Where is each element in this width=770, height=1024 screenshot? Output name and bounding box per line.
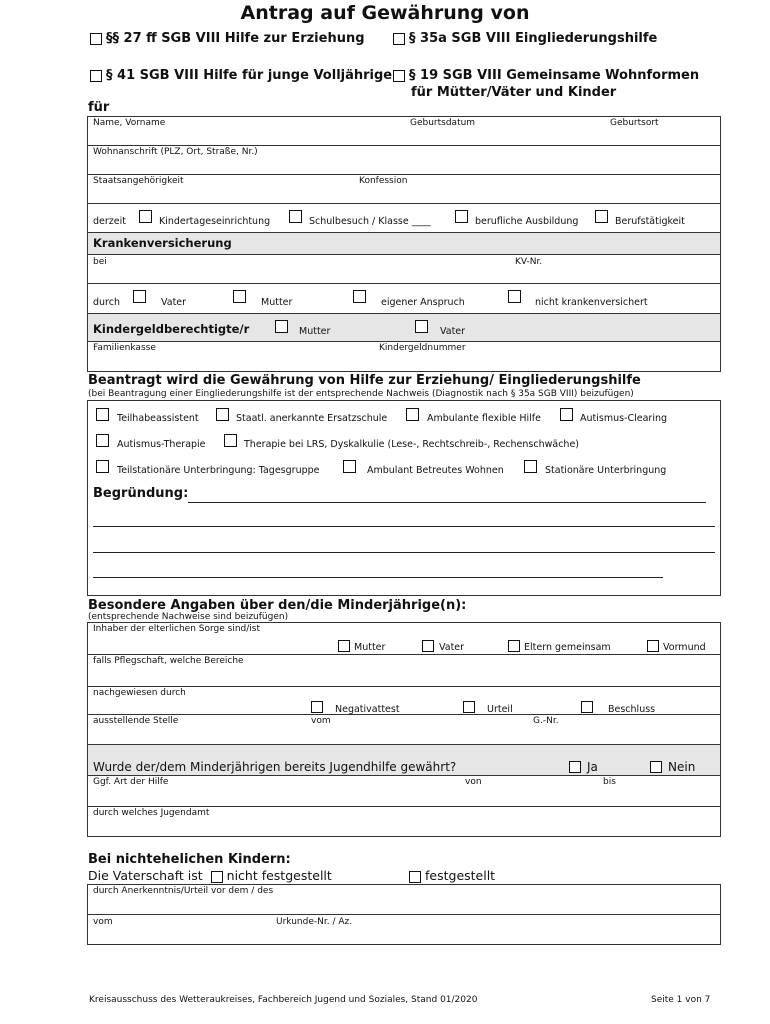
checkbox[interactable] bbox=[90, 70, 102, 82]
checkbox-beruf[interactable] bbox=[595, 210, 608, 223]
begruendung-line-1[interactable] bbox=[188, 502, 706, 503]
row-jugendamt[interactable]: durch welches Jugendamt bbox=[93, 808, 210, 818]
begruendung-line-3[interactable] bbox=[93, 552, 715, 553]
option-41[interactable]: § 41 SGB VIII Hilfe für junge Volljährige bbox=[90, 68, 392, 83]
person-box bbox=[87, 116, 721, 372]
beantragt-note: (bei Beantragung einer Eingliederungshilfe ist der entsprechende Nachweis (Diagnostik nach § 35a SGB VIII) beizufügen) bbox=[88, 389, 634, 399]
checkbox-kg-mutter[interactable] bbox=[275, 320, 288, 333]
checkbox-nicht-festgestellt[interactable] bbox=[211, 871, 223, 883]
checkbox-beschluss[interactable] bbox=[581, 701, 593, 713]
checkbox-kita[interactable] bbox=[139, 210, 152, 223]
begruendung-line-2[interactable] bbox=[93, 526, 715, 527]
page-title: Antrag auf Gewährung von bbox=[240, 2, 530, 24]
row-stelle[interactable]: ausstellende Stelle vom G.-Nr. bbox=[88, 715, 720, 745]
checkbox-autismus-therapie[interactable] bbox=[96, 434, 109, 447]
festgestellt-option[interactable]: festgestellt bbox=[409, 868, 495, 883]
row-pflegschaft[interactable]: falls Pflegschaft, welche Bereiche bbox=[88, 655, 720, 687]
option-35a[interactable]: § 35a SGB VIII Eingliederungshilfe bbox=[393, 31, 657, 46]
row-name[interactable]: Name, Vorname Geburtsdatum Geburtsort bbox=[88, 117, 720, 146]
footer-left: Kreisausschuss des Wetteraukreises, Fachbereich Jugend und Soziales, Stand 01/2020 bbox=[89, 995, 478, 1005]
footer-page: Seite 1 von 7 bbox=[651, 995, 711, 1005]
nichtehelich-heading: Bei nichtehelichen Kindern: bbox=[88, 852, 291, 867]
checkbox-sorge-mutter[interactable] bbox=[338, 640, 350, 652]
begruendung-label: Begründung: bbox=[93, 486, 189, 501]
option-27ff[interactable]: §§ 27 ff SGB VIII Hilfe zur Erziehung bbox=[90, 31, 365, 46]
row-kv[interactable]: bei KV-Nr. bbox=[88, 255, 720, 284]
checkbox-nein[interactable] bbox=[650, 761, 662, 773]
checkbox-sorge-eltern[interactable] bbox=[508, 640, 520, 652]
checkbox-ambulante-hilfe[interactable] bbox=[406, 408, 419, 421]
checkbox-kv-vater[interactable] bbox=[133, 290, 146, 303]
checkbox[interactable] bbox=[393, 33, 405, 45]
row-derzeit: derzeit Kindertageseinrichtung Schulbesuch / Klasse ____ berufliche Ausbildung Berufstätigkeit bbox=[88, 204, 720, 233]
checkbox-kv-mutter[interactable] bbox=[233, 290, 246, 303]
jugendhilfe-row: Wurde der/dem Minderjährigen bereits Jugendhilfe gewährt? Ja Nein bbox=[88, 745, 720, 776]
checkbox-betreutes-wohnen[interactable] bbox=[343, 460, 356, 473]
checkbox-kg-vater[interactable] bbox=[415, 320, 428, 333]
row-sorge: Inhaber der elterlichen Sorge sind/ist Mutter Vater Eltern gemeinsam Vormund bbox=[88, 623, 720, 655]
option-19-cont: für Mütter/Väter und Kinder bbox=[411, 85, 617, 100]
row-nachgewiesen: nachgewiesen durch Negativattest Urteil Beschluss bbox=[88, 687, 720, 715]
row-art[interactable]: Ggf. Art der Hilfe von bis bbox=[88, 776, 720, 807]
fuer-label: für bbox=[88, 100, 110, 115]
checkbox-ausbildung[interactable] bbox=[455, 210, 468, 223]
begruendung-line-4[interactable] bbox=[93, 577, 663, 578]
checkbox-teilhabe[interactable] bbox=[96, 408, 109, 421]
row-staat[interactable]: Staatsangehörigkeit Konfession bbox=[88, 175, 720, 204]
checkbox[interactable] bbox=[90, 33, 102, 45]
row-anschrift[interactable]: Wohnanschrift (PLZ, Ort, Straße, Nr.) bbox=[88, 146, 720, 175]
kg-header: Kindergeldberechtigte/r Mutter Vater bbox=[88, 314, 720, 342]
besondere-note: (entsprechende Nachweise sind beizufügen) bbox=[88, 612, 289, 622]
checkbox-ersatzschule[interactable] bbox=[216, 408, 229, 421]
row-anerkenntnis[interactable]: durch Anerkenntnis/Urteil vor dem / des bbox=[88, 885, 720, 915]
checkbox-urteil[interactable] bbox=[463, 701, 475, 713]
row-urkunde[interactable]: vom Urkunde-Nr. / Az. bbox=[93, 917, 353, 927]
beantragt-heading: Beantragt wird die Gewährung von Hilfe zur Erziehung/ Eingliederungshilfe bbox=[88, 373, 641, 388]
row-kv-durch: durch Vater Mutter eigener Anspruch nicht krankenversichert bbox=[88, 284, 720, 314]
besondere-box bbox=[87, 622, 721, 837]
option-19[interactable]: § 19 SGB VIII Gemeinsame Wohnformen bbox=[393, 68, 699, 83]
checkbox-stationaer[interactable] bbox=[524, 460, 537, 473]
kv-header: Krankenversicherung bbox=[88, 233, 720, 255]
checkbox-negativattest[interactable] bbox=[311, 701, 323, 713]
vaterschaft-line: Die Vaterschaft ist nicht festgestellt bbox=[88, 868, 332, 883]
checkbox-sorge-vormund[interactable] bbox=[647, 640, 659, 652]
checkbox-kv-eigen[interactable] bbox=[353, 290, 366, 303]
checkbox-schule[interactable] bbox=[289, 210, 302, 223]
checkbox[interactable] bbox=[393, 70, 405, 82]
checkbox-kv-nicht[interactable] bbox=[508, 290, 521, 303]
checkbox-sorge-vater[interactable] bbox=[422, 640, 434, 652]
checkbox-ja[interactable] bbox=[569, 761, 581, 773]
nichtehelich-box bbox=[87, 884, 721, 945]
checkbox-tagesgruppe[interactable] bbox=[96, 460, 109, 473]
row-familienkasse[interactable]: Familienkasse Kindergeldnummer bbox=[93, 343, 466, 353]
checkbox-festgestellt[interactable] bbox=[409, 871, 421, 883]
besondere-heading: Besondere Angaben über den/die Minderjährige(n): bbox=[88, 598, 467, 613]
beantragt-box: Teilhabeassistent Staatl. anerkannte Ersatzschule Ambulante flexible Hilfe Autismus-Clearing Autismus-Therapie Therapie bei LRS, Dyskalkulie (Lese-, Rechtschreib-, Rechenschwäche) Teilstationäre Unterbringung: Tagesgruppe Ambulant Betreutes Wohnen Stationäre Unterbringung Begründung: bbox=[87, 400, 721, 596]
checkbox-autismus-clearing[interactable] bbox=[560, 408, 573, 421]
checkbox-lrs[interactable] bbox=[224, 434, 237, 447]
